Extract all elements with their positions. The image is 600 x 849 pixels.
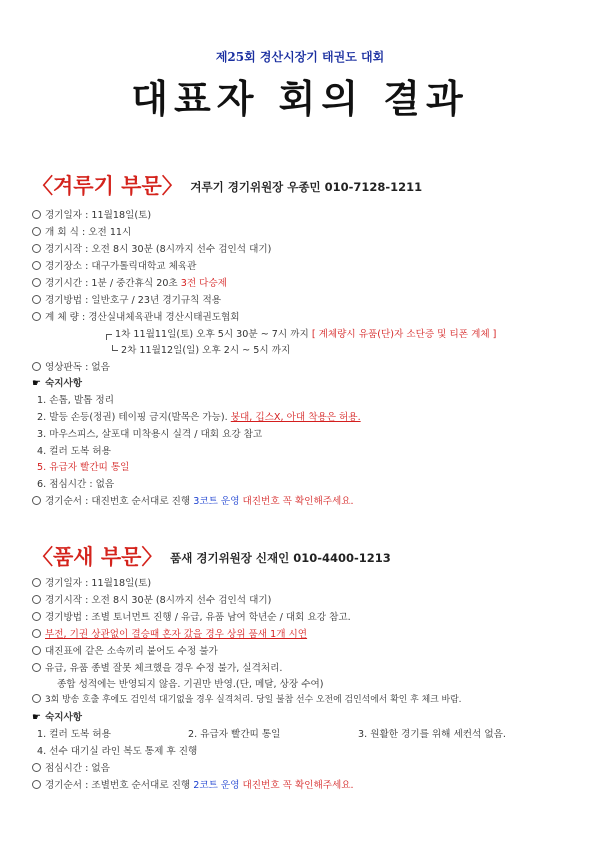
sparring-weighin-1: 1차 11월11일(토) 오후 5시 30분 ~ 7시 까지 [ 계체량시 유품(단)자 소단증 및 티폰 계체 ] bbox=[106, 326, 496, 340]
circle-bullet-icon bbox=[32, 496, 41, 505]
circle-bullet-icon bbox=[32, 763, 41, 772]
bracket-corner-icon bbox=[106, 334, 112, 340]
circle-bullet-icon bbox=[32, 261, 41, 270]
poomsae-order: 경기순서 : 조별번호 순서대로 진행 2코트 운영 대진번호 꼭 확인해주세요. bbox=[32, 777, 354, 791]
circle-bullet-icon bbox=[32, 578, 41, 587]
sparring-item-3: 3. 마우스피스, 살포대 미착용시 실격 / 대회 요강 참고 bbox=[37, 429, 263, 440]
poomsae-method: 경기방법 : 조별 토너먼트 진행 / 유급, 유품 남여 학년순 / 대회 요강 참고. bbox=[32, 609, 351, 623]
sparring-section-header bbox=[32, 170, 422, 200]
circle-bullet-icon bbox=[32, 595, 41, 604]
sparring-date: 경기일자 : 11월18일(토) bbox=[32, 207, 151, 221]
poomsae-rule-2: 대진표에 같은 소속끼리 붙어도 수정 불가 bbox=[32, 643, 218, 657]
circle-bullet-icon bbox=[32, 663, 41, 672]
sparring-weighin: 계 체 량 : 경산실내체육관내 경산시태권도협회 bbox=[32, 309, 240, 323]
circle-bullet-icon bbox=[32, 362, 41, 371]
poomsae-notice-4: 4. 선수 대기실 라인 복도 통제 후 진행 bbox=[37, 746, 198, 757]
sparring-opening: 개 회 식 : 오전 11시 bbox=[32, 224, 131, 238]
bracket-corner-icon bbox=[112, 345, 118, 351]
poomsae-start: 경기시작 : 오전 8시 30분 (8시까지 선수 검인석 대기) bbox=[32, 592, 271, 606]
sparring-notice-title: ☛ 숙지사항 bbox=[32, 378, 83, 389]
event-subtitle: 제25회 경산시장기 태권도 대회 bbox=[215, 50, 385, 64]
sparring-start: 경기시작 : 오전 8시 30분 (8시까지 선수 검인석 대기) bbox=[32, 241, 271, 255]
poomsae-rule-3: 유급, 유품 종별 잘못 체크했을 경우 수정 불가, 실격처리. bbox=[32, 660, 282, 674]
sparring-chair: 겨루기 경기위원장 우종민 010-7128-1211 bbox=[190, 180, 423, 194]
sparring-item-2: 2. 발등 손등(정권) 테이핑 금지(발목은 가능). 붕대, 깁스X, 아대 착용은 허용. bbox=[37, 412, 361, 423]
sparring-weighin-2: 2차 11월12일(일) 오후 2시 ~ 5시 까지 bbox=[112, 342, 290, 356]
sparring-item-1: 1. 손톱, 발톱 정리 bbox=[37, 395, 114, 406]
circle-bullet-icon bbox=[32, 295, 41, 304]
sparring-venue: 경기장소 : 대구가톨릭대학교 체육관 bbox=[32, 258, 196, 272]
circle-bullet-icon bbox=[32, 780, 41, 789]
poomsae-notice-title: ☛ 숙지사항 bbox=[32, 712, 83, 723]
poomsae-rule-4: 3회 방송 호출 후에도 검인석 대기없을 경우 실격처리. 당일 불참 선수 오전에 검인석에서 확인 후 체크 바람. bbox=[32, 692, 462, 705]
poomsae-rule-red: 부전, 기권 상관없이 결승때 혼자 갔을 경우 상위 품새 1개 시연 bbox=[32, 626, 307, 640]
circle-bullet-icon bbox=[32, 312, 41, 321]
poomsae-date: 경기일자 : 11월18일(토) bbox=[32, 575, 151, 589]
poomsae-rule-3b: 종합 성적에는 반영되지 않음. 기권만 반영.(단, 메달, 상장 수여) bbox=[57, 679, 324, 690]
sparring-item-6: 6. 점심시간 : 없음 bbox=[37, 479, 115, 490]
poomsae-section-header bbox=[32, 541, 391, 571]
circle-bullet-icon bbox=[32, 244, 41, 253]
sparring-video: 영상판독 : 없음 bbox=[32, 359, 110, 373]
circle-bullet-icon bbox=[32, 629, 41, 638]
poomsae-lunch: 점심시간 : 없음 bbox=[32, 760, 110, 774]
circle-bullet-icon bbox=[32, 278, 41, 287]
sparring-method: 경기방법 : 일반호구 / 23년 경기규칙 적용 bbox=[32, 292, 221, 306]
sparring-heading: 〈겨루기 부문〉 bbox=[32, 173, 183, 198]
sparring-item-5: 5. 유급자 빨간띠 통일 bbox=[37, 462, 130, 473]
poomsae-chair: 품새 경기위원장 신재인 010-4400-1213 bbox=[170, 551, 391, 565]
circle-bullet-icon bbox=[32, 210, 41, 219]
sparring-item-4: 4. 컬러 도복 허용 bbox=[37, 446, 111, 457]
poomsae-notice-2: 2. 유급자 빨간띠 통일 bbox=[188, 729, 281, 740]
poomsae-notice-3: 3. 원활한 경기를 위해 세컨석 없음. bbox=[358, 729, 506, 740]
circle-bullet-icon bbox=[32, 227, 41, 236]
pointing-hand-icon: ☛ bbox=[32, 712, 41, 723]
circle-bullet-icon bbox=[32, 646, 41, 655]
sparring-order: 경기순서 : 대진번호 순서대로 진행 3코트 운영 대진번호 꼭 확인해주세요. bbox=[32, 493, 354, 507]
circle-bullet-icon bbox=[32, 694, 41, 703]
pointing-hand-icon: ☛ bbox=[32, 378, 41, 389]
sparring-time: 경기시간 : 1분 / 중간휴식 20초 3전 다승제 bbox=[32, 275, 227, 289]
page-title: 대표자 회의 결과 bbox=[131, 77, 469, 121]
poomsae-notice-1: 1. 컬러 도복 허용 bbox=[37, 729, 111, 740]
circle-bullet-icon bbox=[32, 612, 41, 621]
poomsae-heading: 〈품새 부문〉 bbox=[32, 544, 163, 569]
